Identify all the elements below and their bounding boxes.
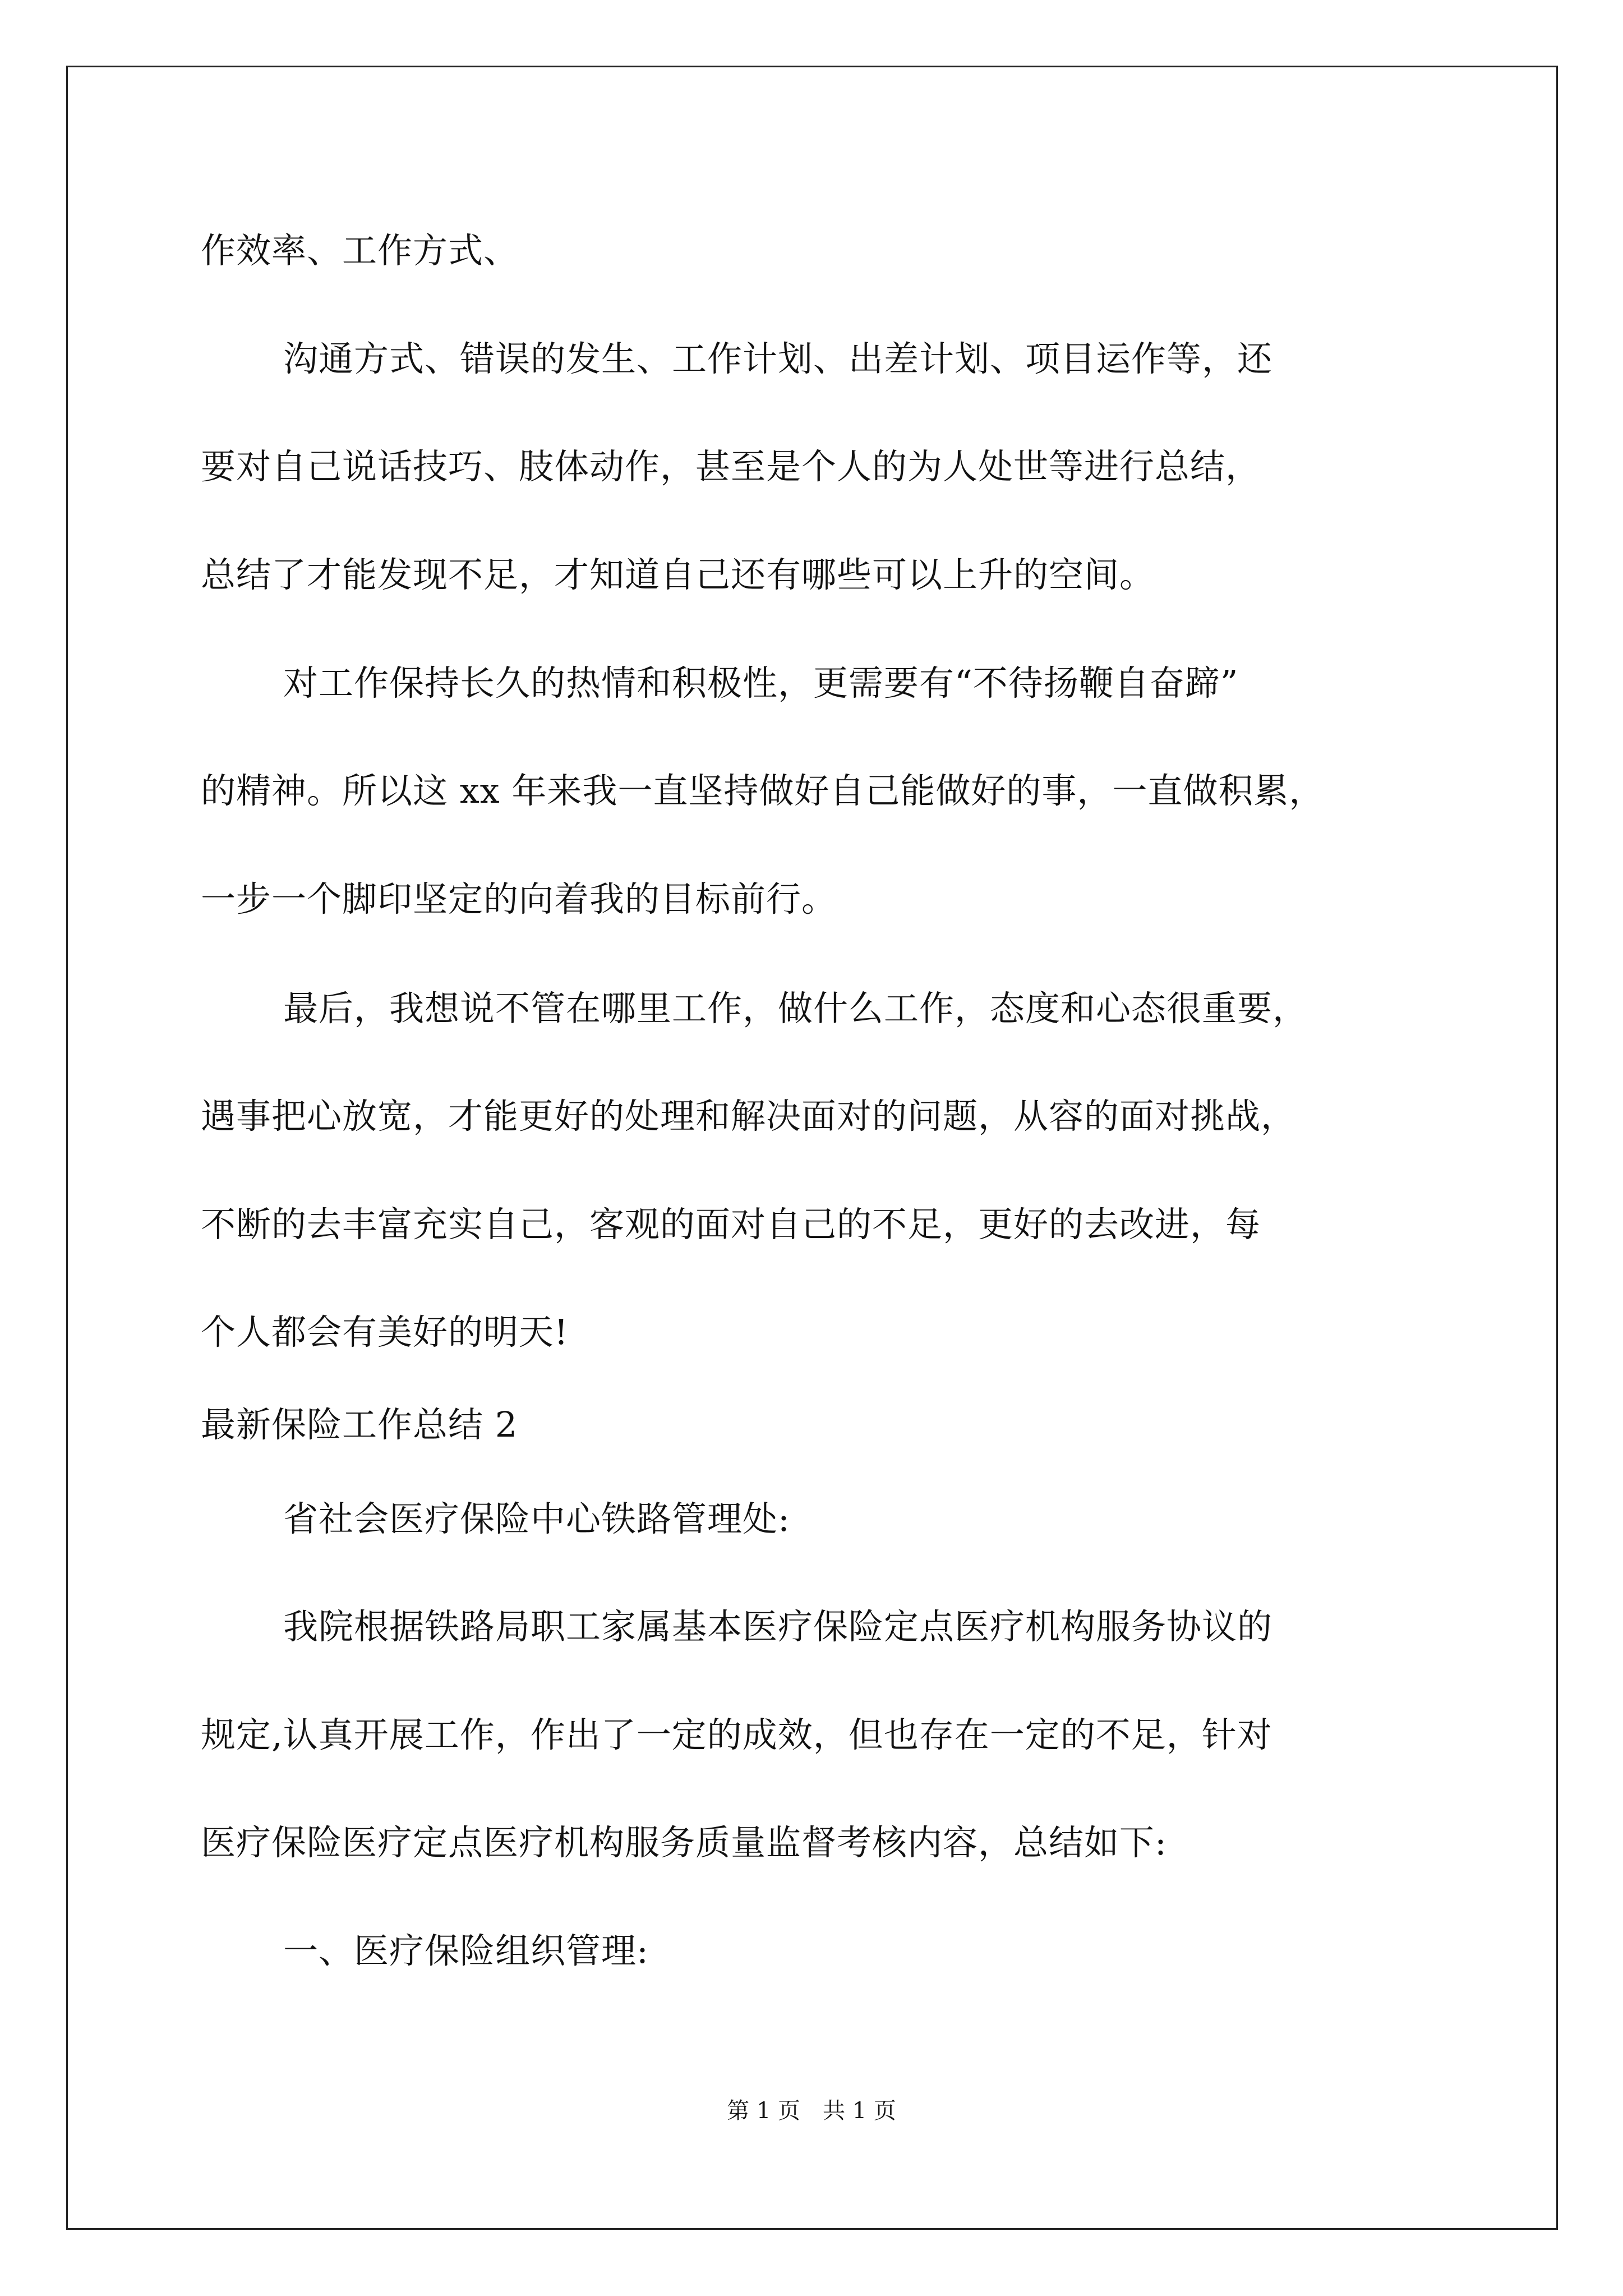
text-line: 要对自己说话技巧、肢体动作，甚至是个人的为人处世等进行总结， (201, 446, 1261, 487)
page-total: 共 1 页 (823, 2098, 896, 2124)
text-line: 不断的去丰富充实自己，客观的面对自己的不足，更好的去改进，每 (201, 1204, 1261, 1245)
text-line: 最后，我想说不管在哪里工作，做什么工作，态度和心态很重要， (283, 988, 1308, 1029)
text-line: 对工作保持长久的热情和积极性，更需要有“不待扬鞭自奋蹄” (283, 662, 1239, 703)
text-line: 一步一个脚印坚定的向着我的目标前行。 (201, 878, 837, 919)
text-line: 遇事把心放宽，才能更好的处理和解决面对的问题，从容的面对挑战， (201, 1096, 1297, 1137)
text-line: 个人都会有美好的明天! (201, 1312, 569, 1352)
text-line: 总结了才能发现不足，才知道自己还有哪些可以上升的空间。 (201, 554, 1155, 595)
text-line: 一、医疗保险组织管理: (283, 1930, 649, 1971)
text-line: 规定,认真开展工作，作出了一定的成效，但也存在一定的不足，针对 (201, 1714, 1272, 1755)
page-frame (66, 66, 1558, 2230)
text-line: 沟通方式、错误的发生、工作计划、出差计划、项目运作等，还 (283, 338, 1273, 379)
text-line: 的精神。所以这 xx 年来我一直坚持做好自己能做好的事，一直做积累， (201, 770, 1325, 811)
section-heading: 最新保险工作总结 2 (201, 1404, 518, 1445)
text-line: 我院根据铁路局职工家属基本医疗保险定点医疗机构服务协议的 (283, 1606, 1273, 1647)
text-line: 作效率、工作方式、 (201, 230, 519, 271)
page-footer (0, 2097, 1623, 2125)
text-line: 省社会医疗保险中心铁路管理处: (283, 1498, 790, 1539)
text-line: 医疗保险医疗定点医疗机构服务质量监督考核内容，总结如下: (201, 1822, 1167, 1863)
page-number: 第 1 页 (727, 2098, 800, 2124)
